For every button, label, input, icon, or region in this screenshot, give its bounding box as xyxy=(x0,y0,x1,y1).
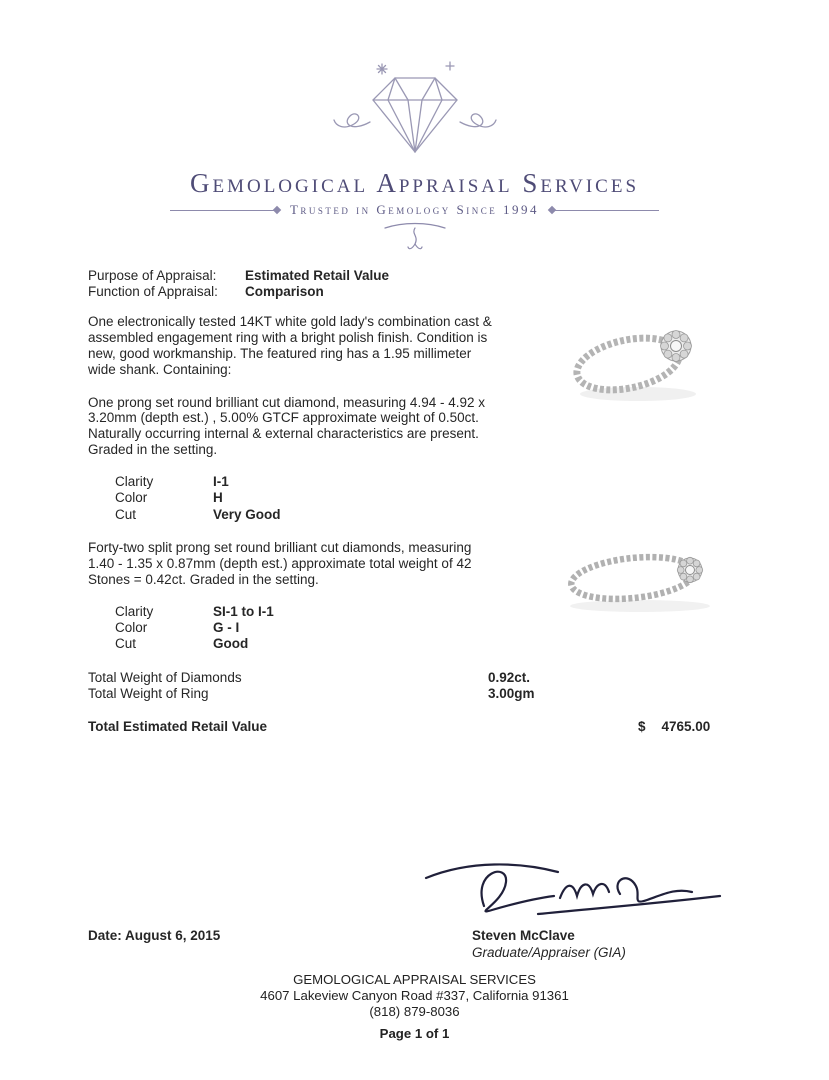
appraiser-title: Graduate/Appraiser (GIA) xyxy=(472,945,626,960)
diamond-logo-icon xyxy=(330,52,500,164)
signature-image xyxy=(420,856,730,922)
retail-value-row xyxy=(88,719,788,737)
clarity-value: I-1 xyxy=(213,474,229,490)
footer-address: 4607 Lakeview Canyon Road #337, California 91361 xyxy=(260,988,569,1003)
total-weight-ring-value: 3.00gm xyxy=(488,686,535,702)
totals-block xyxy=(88,670,788,702)
cut-row xyxy=(115,507,788,523)
total-weight-diamonds-row xyxy=(88,670,788,686)
retail-value-label: Total Estimated Retail Value xyxy=(88,718,268,734)
main-stone-paragraph: One prong set round brilliant cut diamond, measuring 4.94 - 4.92 x 3.20mm (depth est.) , 5.00% GTCF approximate weight of 0.50ct. Naturally occurring internal & external characteristics are present. Graded in the setting. xyxy=(88,394,485,458)
retail-value-wrap xyxy=(638,719,710,735)
footer-page-number: Page 1 of 1 xyxy=(379,1026,450,1041)
appraiser-name: Steven McClave xyxy=(472,928,575,943)
retail-value: 4765.00 xyxy=(661,718,711,734)
total-weight-ring-row xyxy=(88,686,788,702)
flourish-wrap xyxy=(0,220,829,254)
accent-stones-paragraph: Forty-two split prong set round brilliant cut diamonds, measuring 1.40 - 1.35 x 0.87mm (depth est.) approximate total weight of 42 Stones = 0.42ct. Graded in the setting. xyxy=(88,539,472,587)
total-weight-ring-label: Total Weight of Ring xyxy=(88,686,209,702)
function-row xyxy=(88,284,788,300)
date-text: Date: August 6, 2015 xyxy=(88,928,221,943)
logo-wrap xyxy=(0,52,829,164)
item-description-paragraph: One electronically tested 14KT white gold lady's combination cast & assembled engagement ring with a bright polish finish. Condition is new, good workmanship. The featured ring has a 1.95 millimeter wide shank. Containing: xyxy=(88,313,492,377)
tagline-ornament-right-icon xyxy=(551,210,659,211)
footer-org-name: GEMOLOGICAL APPRAISAL SERVICES xyxy=(293,972,536,987)
color-value: H xyxy=(213,490,223,506)
color-label: Color xyxy=(115,490,148,506)
purpose-value: Estimated Retail Value xyxy=(245,268,390,283)
total-weight-diamonds-label: Total Weight of Diamonds xyxy=(88,670,242,686)
color-label: Color xyxy=(115,619,148,635)
cut-row xyxy=(115,636,788,652)
masthead xyxy=(0,52,829,254)
purpose-label: Purpose of Appraisal: xyxy=(88,268,217,283)
ring-photo-accent xyxy=(555,530,740,625)
clarity-row xyxy=(115,474,788,490)
cut-label: Cut xyxy=(115,506,137,522)
tagline-ornament-left-icon xyxy=(170,210,278,211)
retail-currency: $ xyxy=(638,718,646,734)
org-title: Gemological Appraisal Services xyxy=(189,168,640,198)
footer xyxy=(0,972,829,1042)
color-row xyxy=(115,490,788,506)
total-weight-diamonds-value: 0.92ct. xyxy=(488,670,531,686)
footer-phone: (818) 879-8036 xyxy=(369,1004,460,1019)
color-value: G - I xyxy=(213,619,240,635)
tagline: Trusted in Gemology Since 1994 xyxy=(289,202,540,217)
function-label: Function of Appraisal: xyxy=(88,283,218,299)
main-stone-grades xyxy=(115,474,788,523)
cut-value: Very Good xyxy=(213,506,281,522)
cut-value: Good xyxy=(213,635,249,651)
tagline-row xyxy=(0,202,829,218)
function-value: Comparison xyxy=(245,283,324,299)
cut-label: Cut xyxy=(115,635,137,651)
clarity-label: Clarity xyxy=(115,603,154,619)
clarity-label: Clarity xyxy=(115,474,154,490)
clarity-value: SI-1 to I-1 xyxy=(213,603,274,619)
flourish-icon xyxy=(375,220,455,254)
ring-photo-main xyxy=(558,312,728,412)
purpose-row xyxy=(88,268,788,284)
